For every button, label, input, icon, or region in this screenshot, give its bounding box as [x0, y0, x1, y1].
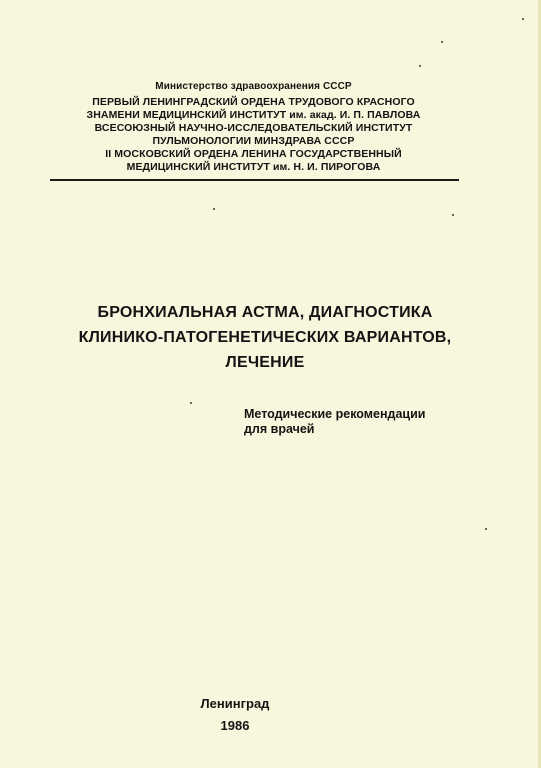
header-line: ВСЕСОЮЗНЫЙ НАУЧНО-ИССЛЕДОВАТЕЛЬСКИЙ ИНСТИТУТ: [94, 122, 413, 134]
print-speck: [452, 214, 454, 216]
subtitle-line: Методические рекомендации: [244, 407, 426, 421]
publication-year: 1986: [220, 718, 250, 733]
title-line: БРОНХИАЛЬНАЯ АСТМА, ДИАГНОСТИКА: [97, 304, 433, 321]
subtitle-line: для врачей: [244, 422, 315, 436]
header-line: II МОСКОВСКИЙ ОРДЕНА ЛЕНИНА ГОСУДАРСТВЕННЫЙ: [105, 148, 402, 160]
print-speck: [213, 208, 215, 210]
title-line: ЛЕЧЕНИЕ: [225, 354, 305, 371]
publication-imprint: [160, 693, 310, 737]
header-line: ПУЛЬМОНОЛОГИИ МИНЗДРАВА СССР: [152, 135, 355, 147]
publication-city: Ленинград: [200, 696, 270, 711]
print-speck: [441, 41, 443, 43]
print-speck: [485, 528, 487, 530]
institution-header: [50, 80, 457, 174]
title-line: КЛИНИКО-ПАТОГЕНЕТИЧЕСКИХ ВАРИАНТОВ,: [78, 329, 452, 346]
header-line: ЗНАМЕНИ МЕДИЦИНСКИЙ ИНСТИТУТ им. акад. И. П. ПАВЛОВА: [86, 109, 421, 121]
print-speck: [522, 18, 524, 20]
header-divider: [50, 179, 459, 181]
header-line: МЕДИЦИНСКИЙ ИНСТИТУТ им. Н. И. ПИРОГОВА: [126, 161, 381, 173]
print-speck: [190, 402, 192, 404]
document-title: [30, 300, 500, 375]
header-line: Министерство здравоохранения СССР: [155, 81, 352, 92]
print-speck: [419, 65, 421, 67]
document-subtitle: [244, 407, 474, 437]
header-line: ПЕРВЫЙ ЛЕНИНГРАДСКИЙ ОРДЕНА ТРУДОВОГО КРАСНОГО: [92, 96, 415, 108]
